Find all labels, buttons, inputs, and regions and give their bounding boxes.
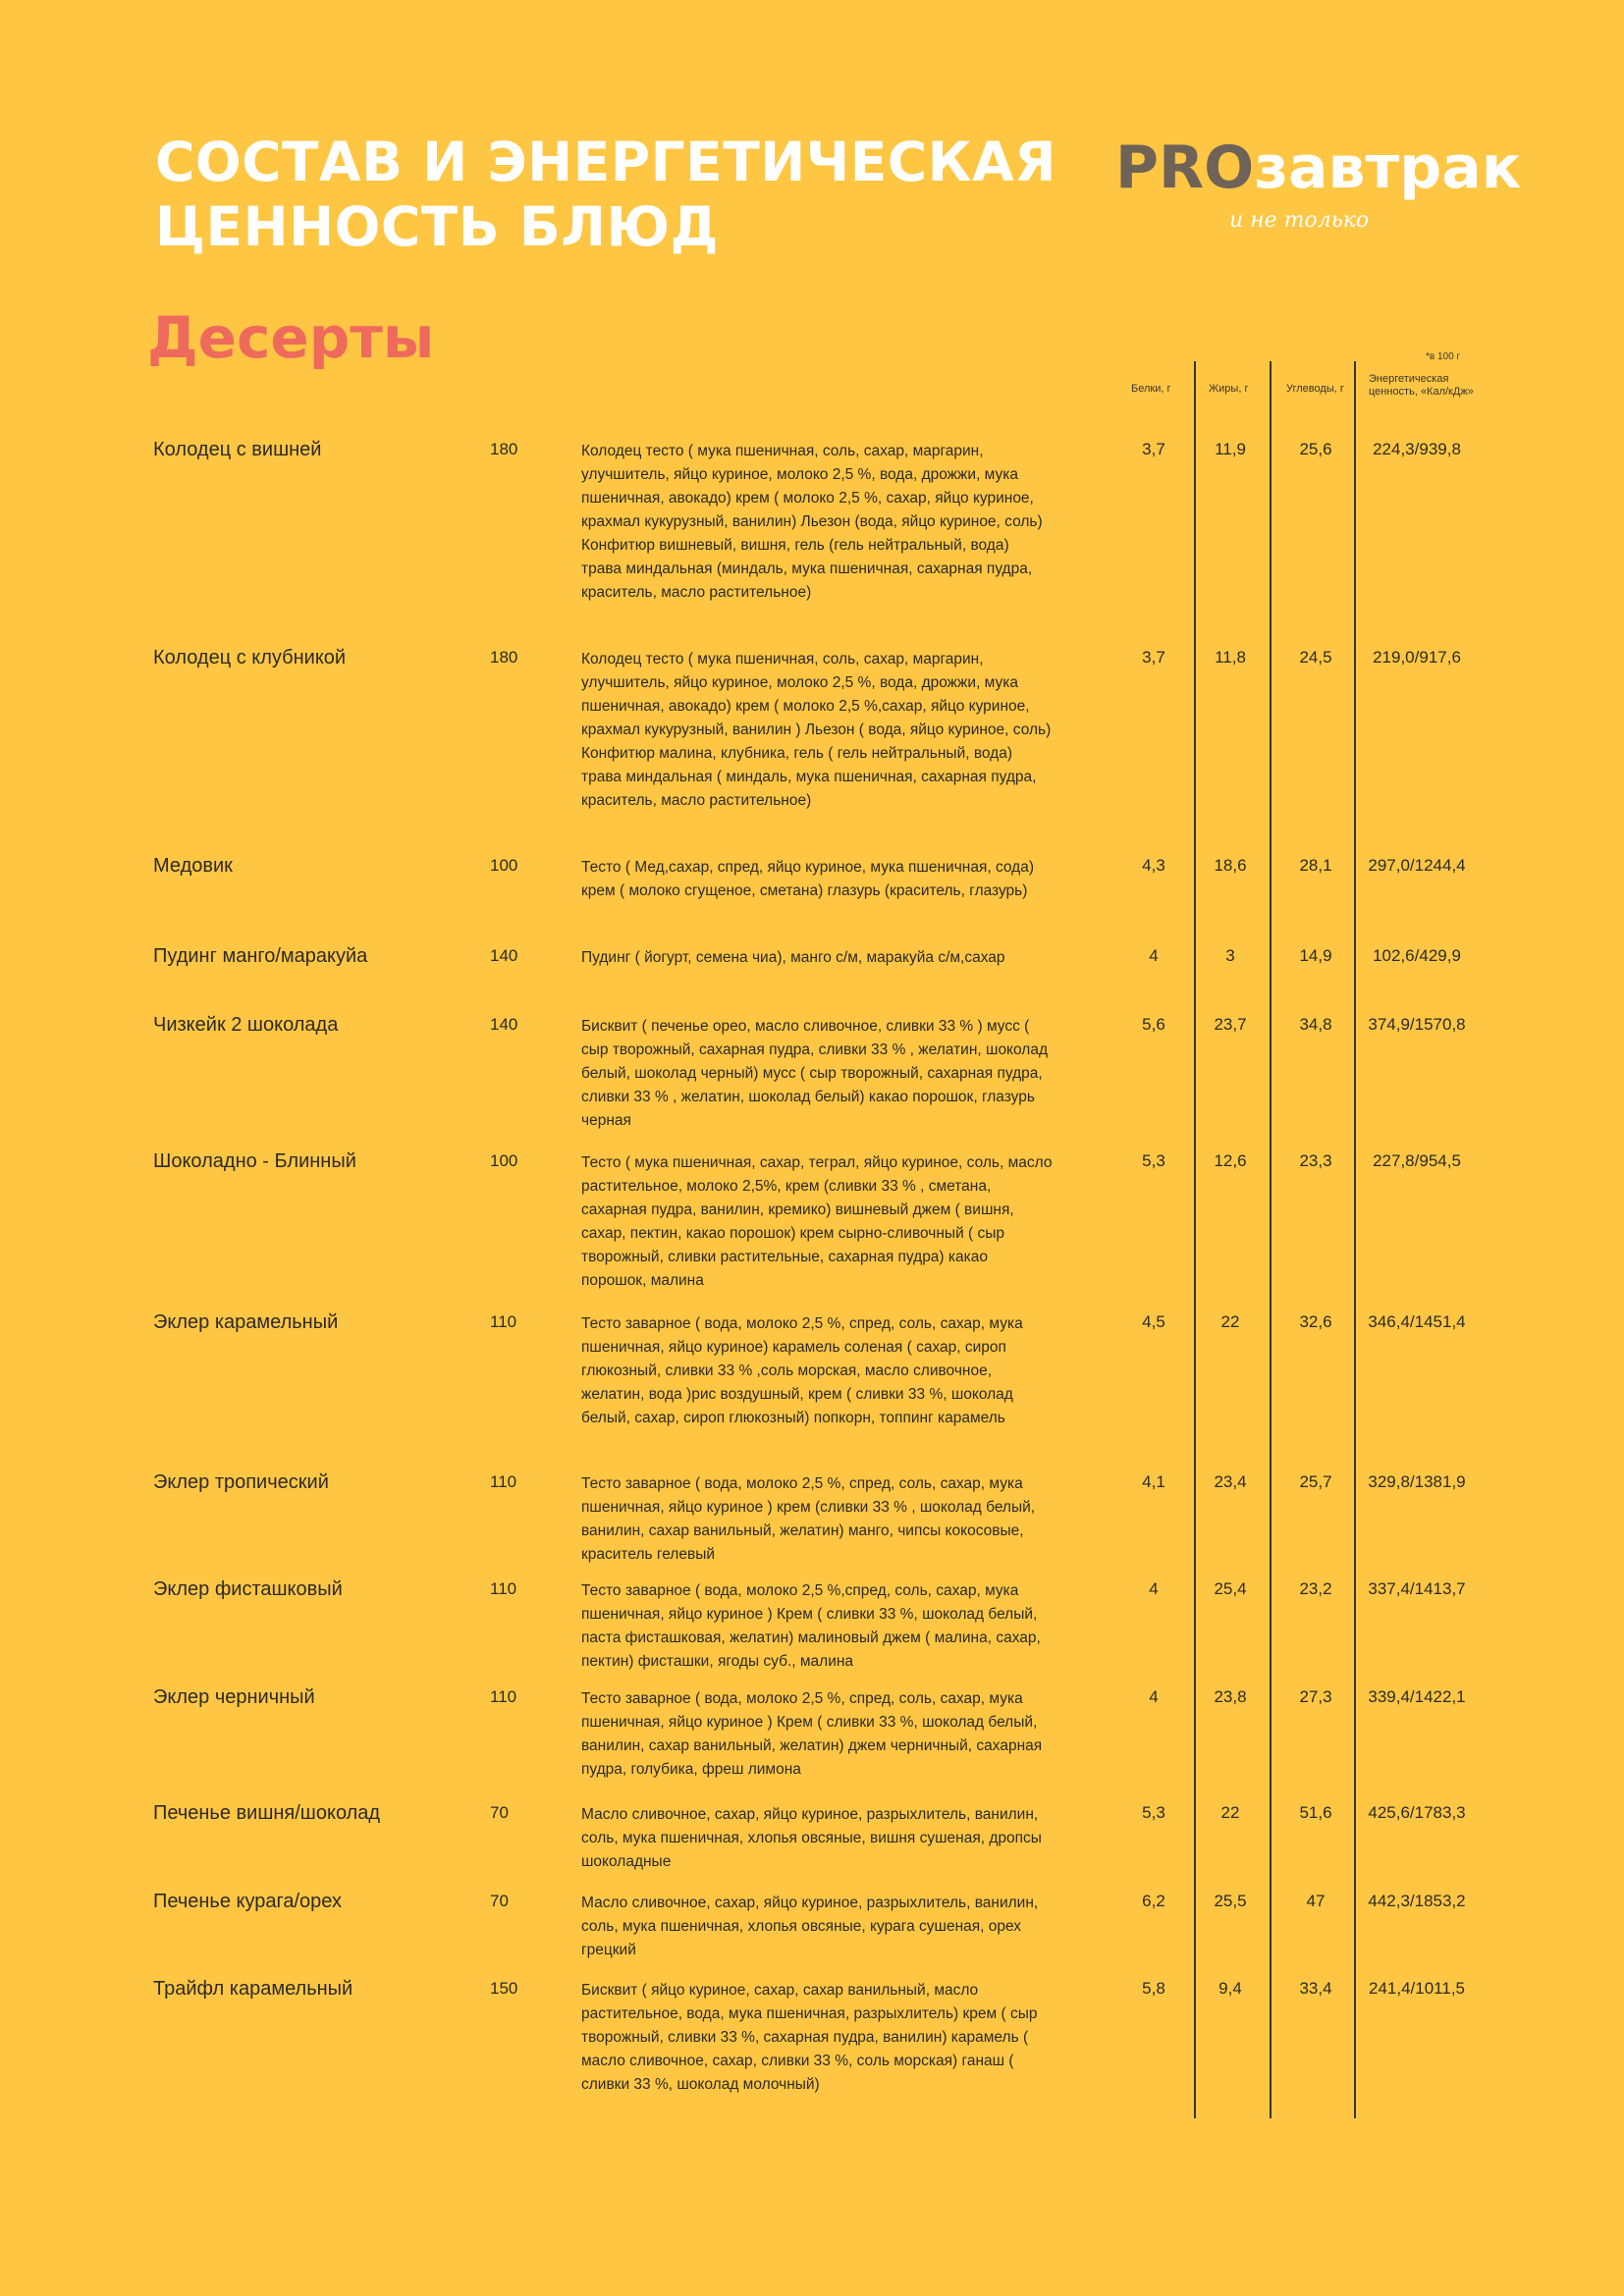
energy-value: 102,6/429,9 bbox=[1373, 946, 1461, 965]
protein-value: 3,7 bbox=[1142, 648, 1165, 667]
energy-value: 329,8/1381,9 bbox=[1368, 1472, 1466, 1491]
dish-weight: 140 bbox=[490, 946, 518, 965]
energy-value: 337,4/1413,7 bbox=[1368, 1579, 1466, 1598]
protein-value: 4,3 bbox=[1142, 856, 1165, 875]
dish-name: Эклер фисташковый bbox=[153, 1578, 343, 1600]
dish-name: Пудинг манго/маракуйа bbox=[153, 945, 368, 967]
dish-weight: 180 bbox=[490, 440, 518, 458]
dish-name: Печенье вишня/шоколад bbox=[153, 1802, 381, 1824]
logo-wordmark bbox=[1115, 133, 1522, 202]
fat-value: 11,9 bbox=[1215, 440, 1246, 458]
fat-value: 25,5 bbox=[1214, 1892, 1247, 1910]
energy-value: 224,3/939,8 bbox=[1373, 440, 1461, 458]
dish-ingredients: Колодец тесто ( мука пшеничная, соль, сахар, маргарин, улучшитель, яйцо куриное, молоко 2,5 %, вода, дрожжи, мука пшеничная, авокадо) крем ( молоко 2,5 %, сахар, яйцо куриное, крахмал кукурузный, ванилин) Льезон (вода, яйцо куриное, соль) Конфитюр вишневый, вишня, гель (гель нейтральный, вода) трава миндальная (миндаль, мука пшеничная, сахарная пудра, краситель, масло растительное) bbox=[581, 443, 1043, 601]
dish-weight: 100 bbox=[490, 856, 518, 875]
protein-value: 4 bbox=[1149, 946, 1159, 965]
fat-value: 22 bbox=[1220, 1803, 1240, 1822]
dish-weight: 150 bbox=[490, 1979, 518, 1998]
dish-name: Колодец с клубникой bbox=[153, 647, 347, 668]
protein-value: 4 bbox=[1149, 1687, 1159, 1706]
column-divider bbox=[1354, 361, 1356, 2118]
dish-ingredients: Тесто ( мука пшеничная, сахар, теграл, яйцо куриное, соль, масло растительное, молоко 2,5%, крем (сливки 33 % , сметана, сахарная пудра, ванилин, кремико) вишневый джем ( вишня, сахар, пектин, какао порошок) крем сырно-сливочный ( сыр творожный, сливки растительные, сахарная пудра) какао порошок, малина bbox=[581, 1154, 1053, 1289]
dish-weight: 110 bbox=[490, 1687, 517, 1706]
energy-value: 425,6/1783,3 bbox=[1368, 1803, 1466, 1822]
column-header-protein: Белки, г bbox=[1131, 383, 1171, 395]
brand-logo bbox=[1115, 133, 1522, 241]
energy-value: 241,4/1011,5 bbox=[1369, 1979, 1465, 1998]
page-title-line-2: ЦЕННОСТЬ БЛЮД bbox=[155, 195, 720, 258]
fat-value: 22 bbox=[1220, 1312, 1240, 1331]
dish-name: Трайфл карамельный bbox=[153, 1978, 353, 2000]
carbs-value: 27,3 bbox=[1299, 1687, 1332, 1706]
protein-value: 6,2 bbox=[1142, 1892, 1165, 1910]
dish-weight: 110 bbox=[490, 1312, 517, 1331]
carbs-value: 47 bbox=[1306, 1892, 1326, 1910]
energy-value: 227,8/954,5 bbox=[1373, 1151, 1461, 1170]
dish-ingredients: Тесто заварное ( вода, молоко 2,5 %,спред, соль, сахар, мука пшеничная, яйцо куриное ) Крем ( сливки 33 %, шоколад белый, паста фисташковая, желатин) малиновый джем ( малина, сахар, пектин) фисташки, ягоды суб., малина bbox=[581, 1582, 1041, 1670]
protein-value: 4,1 bbox=[1142, 1472, 1165, 1491]
energy-value: 219,0/917,6 bbox=[1373, 648, 1461, 667]
energy-value: 374,9/1570,8 bbox=[1368, 1015, 1466, 1034]
dish-ingredients: Тесто заварное ( вода, молоко 2,5 %, спред, соль, сахар, мука пшеничная, яйцо куриное ) Крем ( сливки 33 %, шоколад белый, ванилин, сахар ванильный, желатин) джем черничный, сахарная пудра, голубика, фреш лимона bbox=[581, 1690, 1043, 1778]
fat-value: 18,6 bbox=[1214, 856, 1247, 875]
fat-value: 3 bbox=[1225, 946, 1235, 965]
carbs-value: 25,6 bbox=[1299, 440, 1332, 458]
logo-tagline: и не только bbox=[1229, 208, 1370, 233]
dish-ingredients: Бисквит ( печенье орео, масло сливочное, сливки 33 % ) мусс ( сыр творожный, сахарная пудра, сливки 33 % , желатин, шоколад белый, шоколад черный) мусс ( сыр творожный, сахарная пудра, сливки 33 % , желатин, шоколад белый) какао порошок, глазурь черная bbox=[581, 1018, 1049, 1129]
fat-value: 23,7 bbox=[1214, 1015, 1247, 1034]
protein-value: 5,3 bbox=[1142, 1151, 1165, 1170]
carbs-value: 24,5 bbox=[1299, 648, 1332, 667]
fat-value: 23,4 bbox=[1214, 1472, 1247, 1491]
protein-value: 5,3 bbox=[1142, 1803, 1165, 1822]
fat-value: 23,8 bbox=[1214, 1687, 1247, 1706]
fat-value: 9,4 bbox=[1218, 1979, 1242, 1998]
carbs-value: 34,8 bbox=[1299, 1015, 1332, 1034]
dish-ingredients: Тесто заварное ( вода, молоко 2,5 %, спред, соль, сахар, мука пшеничная, яйцо куриное) карамель соленая ( сахар, сироп глюкозный, сливки 33 % ,соль морская, масло сливочное, желатин, вода )рис воздушный, крем ( сливки 33 %, шоколад белый, сахар, сироп глюкозный) попкорн, топпинг карамель bbox=[581, 1315, 1023, 1426]
dish-name: Колодец с вишней bbox=[153, 439, 322, 460]
carbs-value: 25,7 bbox=[1299, 1472, 1332, 1491]
protein-value: 5,6 bbox=[1142, 1015, 1165, 1034]
protein-value: 5,8 bbox=[1142, 1979, 1165, 1998]
dish-name: Эклер тропический bbox=[153, 1471, 329, 1493]
dish-name: Чизкейк 2 шоколада bbox=[153, 1014, 339, 1036]
energy-value: 339,4/1422,1 bbox=[1368, 1687, 1466, 1706]
carbs-value: 23,3 bbox=[1299, 1151, 1332, 1170]
protein-value: 4,5 bbox=[1142, 1312, 1165, 1331]
dish-ingredients: Масло сливочное, сахар, яйцо куриное, разрыхлитель, ванилин, соль, мука пшеничная, хлопья овсяные, курага сушеная, орех грецкий bbox=[581, 1895, 1039, 1958]
page-title-line-1: СОСТАВ И ЭНЕРГЕТИЧЕСКАЯ bbox=[155, 131, 1057, 193]
column-header-energy: Энергетическая ценность, «Кал/кДж» bbox=[1369, 373, 1474, 398]
dish-name: Эклер черничный bbox=[153, 1686, 315, 1708]
energy-value: 346,4/1451,4 bbox=[1368, 1312, 1466, 1331]
carbs-value: 28,1 bbox=[1299, 856, 1332, 875]
page-title bbox=[155, 130, 1056, 259]
dish-weight: 110 bbox=[490, 1579, 517, 1598]
column-divider bbox=[1270, 361, 1272, 2118]
dish-weight: 100 bbox=[490, 1151, 518, 1170]
dish-weight: 70 bbox=[490, 1892, 509, 1910]
fat-value: 25,4 bbox=[1214, 1579, 1247, 1598]
protein-value: 3,7 bbox=[1142, 440, 1165, 458]
dish-ingredients: Бисквит ( яйцо куриное, сахар, сахар ванильный, масло растительное, вода, мука пшеничная, разрыхлитель) крем ( сыр творожный, сливки 33 %, сахарная пудра, ванилин) карамель ( масло сливочное, сахар, сливки 33 %, соль морская) ганаш ( сливки 33 %, шоколад молочный) bbox=[581, 1982, 1038, 2093]
fat-value: 12,6 bbox=[1214, 1151, 1247, 1170]
dish-weight: 110 bbox=[490, 1472, 517, 1491]
carbs-value: 32,6 bbox=[1299, 1312, 1332, 1331]
logo-word: завтрак bbox=[1254, 133, 1522, 202]
dish-ingredients: Тесто ( Мед,сахар, спред, яйцо куриное, мука пшеничная, сода) крем ( молоко сгущеное, сметана) глазурь (краситель, глазурь) bbox=[581, 859, 1034, 899]
dish-weight: 70 bbox=[490, 1803, 509, 1822]
dish-name: Медовик bbox=[153, 855, 233, 877]
dish-ingredients: Масло сливочное, сахар, яйцо куриное, разрыхлитель, ванилин, соль, мука пшеничная, хлопья овсяные, вишня сушеная, дропсы шоколадные bbox=[581, 1806, 1042, 1870]
dish-name: Шоколадно - Блинный bbox=[153, 1150, 356, 1172]
protein-value: 4 bbox=[1149, 1579, 1159, 1598]
dish-ingredients: Тесто заварное ( вода, молоко 2,5 %, спред, соль, сахар, мука пшеничная, яйцо куриное ) крем (сливки 33 % , шоколад белый, ванилин, сахар ванильный, желатин) манго, чипсы кокосовые, краситель гелевый bbox=[581, 1475, 1036, 1563]
column-divider bbox=[1194, 361, 1196, 2118]
energy-value: 442,3/1853,2 bbox=[1368, 1892, 1466, 1910]
dish-name: Печенье курага/орех bbox=[153, 1891, 342, 1912]
dish-ingredients: Колодец тесто ( мука пшеничная, соль, сахар, маргарин, улучшитель, яйцо куриное, молоко 2,5 %, вода, дрожжи, мука пшеничная, авокадо) крем ( молоко 2,5 %,сахар, яйцо куриное, крахмал кукурузный, ванилин ) Льезон ( вода, яйцо куриное, соль) Конфитюр малина, клубника, гель ( гель нейтральный, вода) трава миндальная ( миндаль, мука пшеничная, сахарная пудра, краситель, масло растительное) bbox=[581, 651, 1052, 809]
carbs-value: 51,6 bbox=[1299, 1803, 1332, 1822]
dish-weight: 180 bbox=[490, 648, 518, 667]
section-title: Десерты bbox=[147, 304, 435, 371]
column-header-carbs: Углеводы, г bbox=[1286, 383, 1344, 395]
energy-value: 297,0/1244,4 bbox=[1368, 856, 1466, 875]
dish-name: Эклер карамельный bbox=[153, 1311, 339, 1333]
column-header-fat: Жиры, г bbox=[1209, 383, 1249, 395]
carbs-value: 33,4 bbox=[1299, 1979, 1332, 1998]
carbs-value: 14,9 bbox=[1299, 946, 1332, 965]
carbs-value: 23,2 bbox=[1299, 1579, 1332, 1598]
dish-weight: 140 bbox=[490, 1015, 518, 1034]
dish-ingredients: Пудинг ( йогурт, семена чиа), манго с/м, маракуйа с/м,сахар bbox=[581, 949, 1005, 966]
unit-note: *в 100 г bbox=[1426, 351, 1461, 362]
logo-pro: PRO bbox=[1115, 133, 1255, 202]
fat-value: 11,8 bbox=[1215, 648, 1246, 667]
